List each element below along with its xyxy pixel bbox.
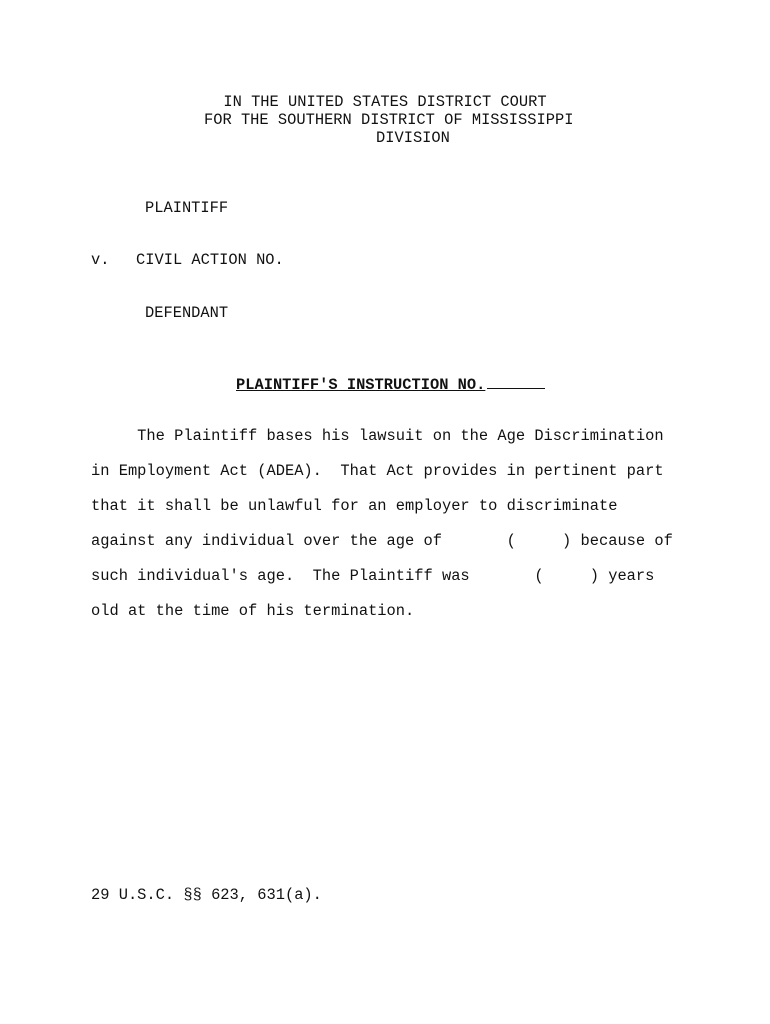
body-line-5: such individual's age. The Plaintiff was ( ) years [91, 567, 655, 585]
caption-versus: v. [91, 251, 110, 269]
body-line-2: in Employment Act (ADEA). That Act provides in pertinent part [91, 462, 664, 480]
court-header-line-2: FOR THE SOUTHERN DISTRICT OF MISSISSIPPI [204, 111, 574, 129]
court-header-line-3: DIVISION [376, 129, 450, 147]
body-line-6: old at the time of his termination. [91, 602, 415, 620]
caption-defendant: DEFENDANT [145, 304, 229, 322]
caption-civil-action: CIVIL ACTION NO. [136, 251, 284, 269]
body-line-1: The Plaintiff bases his lawsuit on the Age Discrimination [91, 427, 664, 445]
caption-plaintiff: PLAINTIFF [145, 199, 229, 217]
instruction-number-blank [487, 376, 545, 389]
instruction-title [236, 376, 545, 393]
body-line-3: that it shall be unlawful for an employer to discriminate [91, 497, 618, 515]
body-line-4: against any individual over the age of ( ) because of [91, 532, 673, 550]
instruction-title-text: PLAINTIFF'S INSTRUCTION NO. [236, 376, 486, 394]
court-header-line-1: IN THE UNITED STATES DISTRICT COURT [223, 93, 547, 111]
statute-citation: 29 U.S.C. §§ 623, 631(a). [91, 886, 322, 904]
